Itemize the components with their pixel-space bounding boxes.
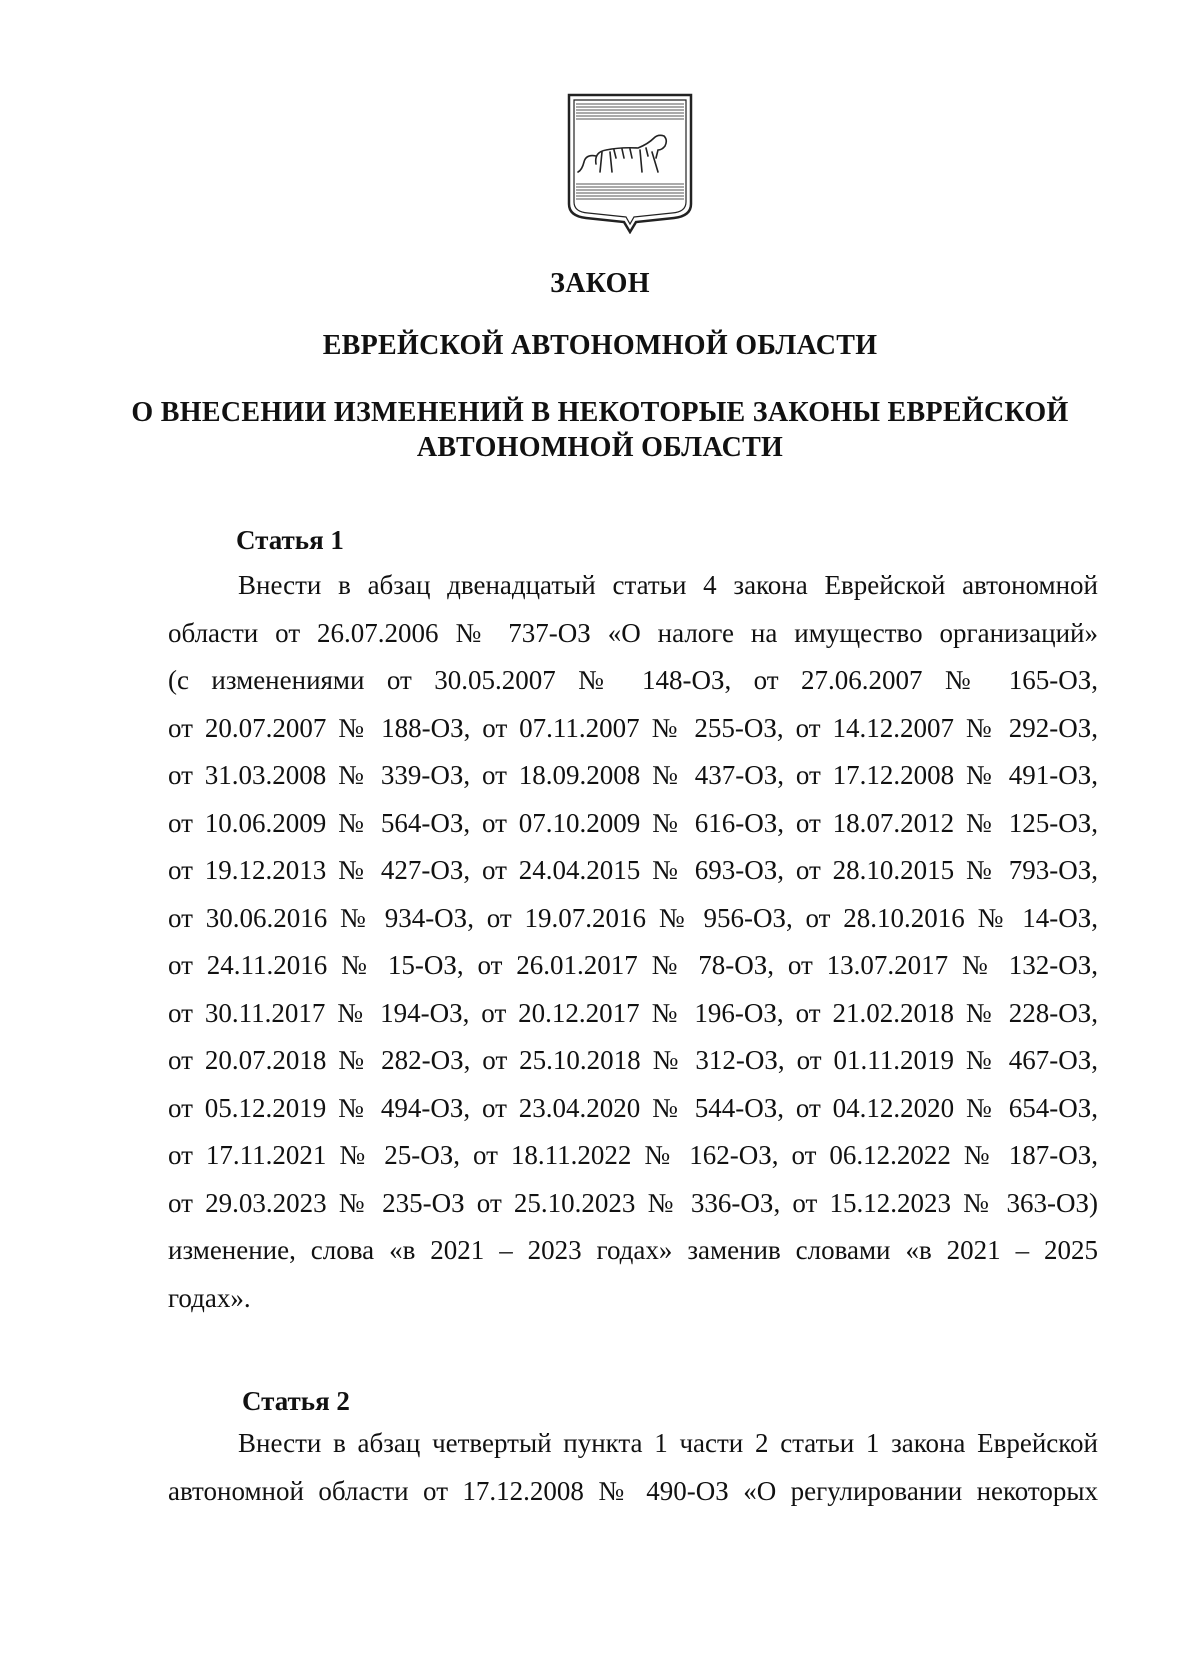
article-1-line: (с изменениями от 30.05.2007 № 148-ОЗ, от 27.06.2007 № 165-ОЗ,: [168, 665, 1098, 695]
article-1-line: от 29.03.2023 № 235-ОЗ от 25.10.2023 № 336-ОЗ, от 15.12.2023 № 363-ОЗ): [168, 1187, 1098, 1218]
article-1-line: от 05.12.2019 № 494-ОЗ, от 23.04.2020 № 544-ОЗ, от 04.12.2020 № 654-ОЗ,: [168, 1092, 1098, 1123]
law-title-line-1: О ВНЕСЕНИИ ИЗМЕНЕНИЙ В НЕКОТОРЫЕ ЗАКОНЫ ЕВРЕЙСКОЙ: [131, 397, 1069, 428]
article-1-line: годах».: [168, 1282, 251, 1313]
article-1-line: от 19.12.2013 № 427-ОЗ, от 24.04.2015 № 693-ОЗ, от 28.10.2015 № 793-ОЗ,: [168, 855, 1098, 885]
document-type-heading: ЗАКОН: [550, 268, 650, 299]
article-1-heading: Статья 1: [236, 525, 344, 555]
article-1-line: от 17.11.2021 № 25-ОЗ, от 18.11.2022 № 162-ОЗ, от 06.12.2022 № 187-ОЗ,: [168, 1140, 1098, 1170]
law-title: [0, 395, 1200, 465]
article-2-line: автономной области от 17.12.2008 № 490-ОЗ «О регулировании некоторых: [168, 1475, 1098, 1506]
article-1-line: изменение, слова «в 2021 – 2023 годах» заменив словами «в 2021 – 2025: [168, 1235, 1098, 1265]
article-1-line: от 10.06.2009 № 564-ОЗ, от 07.10.2009 № 616-ОЗ, от 18.07.2012 № 125-ОЗ,: [168, 807, 1098, 838]
article-2-heading: Статья 2: [242, 1386, 350, 1416]
article-1-text: [168, 562, 1098, 1322]
article-1-line: от 24.11.2016 № 15-ОЗ, от 26.01.2017 № 78-ОЗ, от 13.07.2017 № 132-ОЗ,: [168, 950, 1098, 980]
article-1-line: от 30.06.2016 № 934-ОЗ, от 19.07.2016 № 956-ОЗ, от 28.10.2016 № 14-ОЗ,: [168, 902, 1098, 933]
article-1-line: от 31.03.2008 № 339-ОЗ, от 18.09.2008 № 437-ОЗ, от 17.12.2008 № 491-ОЗ,: [168, 760, 1098, 790]
article-1-line: от 20.07.2018 № 282-ОЗ, от 25.10.2018 № 312-ОЗ, от 01.11.2019 № 467-ОЗ,: [168, 1045, 1098, 1075]
article-1-line: области от 26.07.2006 № 737-ОЗ «О налоге на имущество организаций»: [168, 617, 1098, 648]
region-heading: ЕВРЕЙСКОЙ АВТОНОМНОЙ ОБЛАСТИ: [322, 330, 878, 361]
coat-of-arms-tiger-icon: [566, 92, 694, 234]
law-title-line-2: АВТОНОМНОЙ ОБЛАСТИ: [416, 432, 784, 463]
article-2-text: [168, 1420, 1098, 1515]
article-2-line: Внести в абзац четвертый пункта 1 части 2 статьи 1 закона Еврейской: [238, 1428, 1098, 1458]
article-1-line: от 30.11.2017 № 194-ОЗ, от 20.12.2017 № 196-ОЗ, от 21.02.2018 № 228-ОЗ,: [168, 997, 1098, 1028]
article-1-line: от 20.07.2007 № 188-ОЗ, от 07.11.2007 № 255-ОЗ, от 14.12.2007 № 292-ОЗ,: [168, 712, 1098, 743]
article-1-line: Внести в абзац двенадцатый статьи 4 закона Еврейской автономной: [238, 570, 1098, 600]
